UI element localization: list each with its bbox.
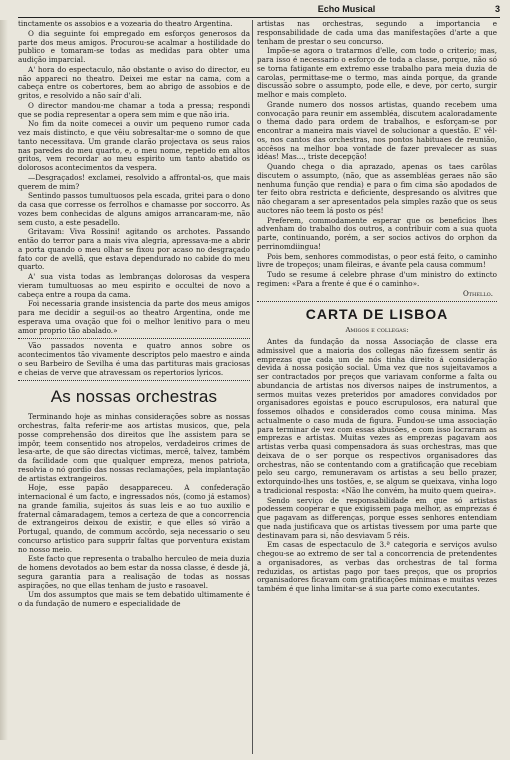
paragraph: Grande numero dos nossos artistas, quando recebem uma convocação para reunir em assembléa, discutem acaloradamente o thema dado para ordem de trabalhos, e esforçam-se por encontrar a maneira mais viavel de solucionar a questão. E' vêl-os, nos cantos das orchestras, nos pontos habituaes de reunião, accêsos na melhor boa vontade de fazer prevalecer as suas idéas! Mas..., triste decepção! [257,99,497,162]
paragraph: O director mandou-me chamar a toda a pressa; respondi que se podia representar a opera sem mim e que não iria. [18,100,250,119]
right-column [257,20,497,754]
paragraph: Terminando hoje as minhas considerações sobre as nossas orchestras, falta referir-me aos artistas musicos, que, pela posse comprehensão dos direitos que lhe assistem para se impôr, teem consentido nos atropelos, verdadeiros crimes de lesa-arte, de que são directas victimas, mercê, talvez, também da facilidade com que qualquer empreza, menos patriota, resolvia o nó gordio das nossas reclamações, pela implantação de artistas extrangeiros. [18,412,250,483]
section-separator [257,301,497,302]
paragraph: Impõe-se agora o tratarmos d'elle, com todo o criterio; mas, para isso é necessario o esforço de toda a classe, porque, não só se torna fatigante em extremo esse trabalho para meia duzia de carolas, permittase-me o termo, mas ainda porque, da grande discussão sobre o assumpto, pode elle, e deve, por certo, surgir melhor e mais completo. [257,46,497,99]
publication-title: Echo Musical [317,4,376,14]
page-binding-shadow [0,20,8,740]
left-article-continuation [18,20,250,335]
paragraph: tinctamente os assobios e a vozearia do theatro Argentina. [18,20,233,28]
paragraph: Tudo se resume á celebre phrase d'um ministro do extincto regimen: «Para a frente é que é o caminho». [257,270,497,288]
section-separator [18,338,250,339]
paragraph: A' hora do espectaculo, não obstante o aviso do director, eu não appareci no theatro. Deixei me estar na cama, com a cabeça entre os cobertores, bem ao abrigo de assobios e de gritos, e resolvido a não saír d'ali. [18,64,250,100]
paragraph: Este facto que representa o trabalho herculeo de meia duzia de homens devotados ao bem estar da nossa classe, é desde já, segura garantia para a realisação de todas as nossas aspirações, no que ellas tenham de justo e rasoavel. [18,554,250,590]
paragraph: artistas nas orchestras, segundo a importancia e responsabilidade de cada uma das manifestações d'arte a que tenham de prestar o seu concurso. [257,20,497,46]
section-separator [18,380,250,381]
author-signature: Othello. [462,289,493,298]
orchestras-article-continuation [257,20,497,289]
paragraph: A' sua vista todas as lembranças dolorosas da vespera vieram tumultuosas ao meu espirito e occultei de novo a cabeça entre a roupa da cama. [18,272,250,299]
section-title-orchestras: As nossas orchestras [50,387,218,407]
orchestras-article [18,413,250,609]
carta-lisboa-article [257,338,497,594]
paragraph: Um dos assumptos que mais se tem debatido ultimamente é o da fundação de numero e especialidade de [18,590,250,608]
paragraph: Foi necessaria grande insistencia da parte dos meus amigos para me decidir a seguil-os ao theatro Argentina, onde me esperava uma ovação que foi o melhor lenitivo para o meu amor proprio tão abalado.» [18,299,250,335]
paragraph: —Desgraçados! exclamei, resolvido a affrontal-os, que mais querem de mim? [18,172,250,191]
left-column [18,20,250,754]
section-title-carta-lisboa: CARTA DE LISBOA [305,306,449,323]
page-number: 3 [494,4,500,14]
column-divider [252,20,253,754]
paragraph: Em casas de espectaculo de 3.ª categoria e serviços avulso chegou-se ao extremo de ser tal a concorrencia de pretendentes a organisadores, as verbas das orchestras de tal forma reduzidas, os artistas pago por taes preços, que os proprios organisadores ficavam com gratificações minimas e muitas vezes também é que linha limitar-se á sua parte como executantes. [257,540,497,593]
paragraph: Gritavam: Viva Rossini! agitando os archotes. Passando então do terror para a mais viva alegria, apressava-me a abrir a porta quando o meu olhar se fixou por acaso no desgraçado fato cor de avellã, que estava dependurado no cabide do meu quarto. [18,227,250,272]
paragraph: Vão passados noventa e quatro annos sobre os acontecimentos tão vivamente descriptos pelo maestro e ainda o seu Barbeiro de Sevilha é uma das partituras mais graciosas e cheias de verve que atravessam os repertorios lyricos. [18,341,250,377]
paragraph: Quando chega o dia aprazado, apenas os taes carôlas discutem o assumpto, (não, que as assembléas geraes não são nenhuma função que rendia) e para o fim cima são apodados de ter feito obra restricta e deficiente, despresando os alvitres que não chegaram a ser apresentados pela simples razão que os seus auctores não teem lá posto os pés! [257,162,497,215]
letter-salutation: Amigos e collegas: [345,326,409,335]
paragraph: Antes da fundação da nossa Associação de classe era admissivel que a maioria dos collegas não fizessem sentir ás emprezas que cada um de nós tinha direito á consideração devida á nossa posição social. Uma vez que nos sujeitavamos a ser contractados por preços que variavam conforme a falta ou abundancia de artistas nos diversos naipes de instrumentos, a sermos muitas vezes preteridos por amadores convidados por organisadores egoistas e pouco escrupulosos, era natural que fossemos olhados e considerados como cousa minima. Mas actualmente o caso muda de figura. Fundou-se uma associação para terminar de vez com essas abusões, e com isso locraram as emprezas e artistas. Muitas vezes as emprezas pagavam aos artistas verba quasi compensadora ás suas orchestras, mas que deixava de o ser porque os respectivos organisadores das orchestras, não se contentando com a gratificação que recebiam pelo seu cargo, remuneravam os artistas a seu bello prazer, extorquindo-lhes uns tostões, e, se algum se queixava, vinha logo a tradicional resposta: «Não lhe convém, ha muito quem queira». [257,337,497,495]
paragraph: O dia seguinte foi empregado em esforços generosos da parte dos meus amigos. Procurou-se acalmar a hostilidade do publico e tomaram-se todas as medidas para obter uma audição imparcial. [18,28,250,64]
paragraph: Pois bem, senhores commodistas, o peor está feito, o caminho livre de tropeços; unam fileiras, e ávante pela causa commum! [257,251,497,270]
header-rule [18,17,500,18]
paragraph: Hoje, esse papão desappareceu. A confederação internacional é um facto, e ingressados nós, (como já estamos) na grande familia, sujeitos ás suas leis e ao tuo auxilio e fraternal câmaradagem, temos a certeza de que a concorrencia de extrangeiros deixou de existir, e que elles só virão a Portugal, quando, de commum accôrdo, seja necessario o seu concurso artistico para supprir faltas que porventura existam no nosso meio. [18,483,250,554]
paragraph: No fim da noite comecei a ouvir um pequeno rumor cada vez mais distincto, e que vêiu sobresaltar-me o somno de que tanto necessitava. Um grande clarão projectava os seus raios nas paredes do meu quarto, e, o meu nome, repetido em altos gritos, vem recordar ao meu espirito um tanto abatido os dolorosos acontecimentos da vespera. [18,119,250,172]
paragraph: Preferem, commodamente esperar que os beneficios lhes advenham do trabalho dos outros, a contribuir com a sua quota parte, continuando, porém, a ser socios activos do orphon da perrinomdiingua! [257,215,497,251]
left-closing-note [18,342,250,377]
page-header [18,2,500,16]
paragraph: Sentindo passos tumultuosos pela escada, gritei para o dono da casa que corresse os ferrolhos e chamasse por soccorro. As vozes bem conhecidas de alguns amigos arrancaram-me, não sem custo, a este pesadello. [18,191,250,227]
paragraph: Sendo serviço de responsabilidade em que só artistas podessem cooperar e que exigissem paga melhor, as emprezas é que pagavam as differenças, porque esses senhores entendiam que nada justificava que os artistas tivessem por uma parte que destinavam para si, não desviavam 5 réis. [257,495,497,540]
